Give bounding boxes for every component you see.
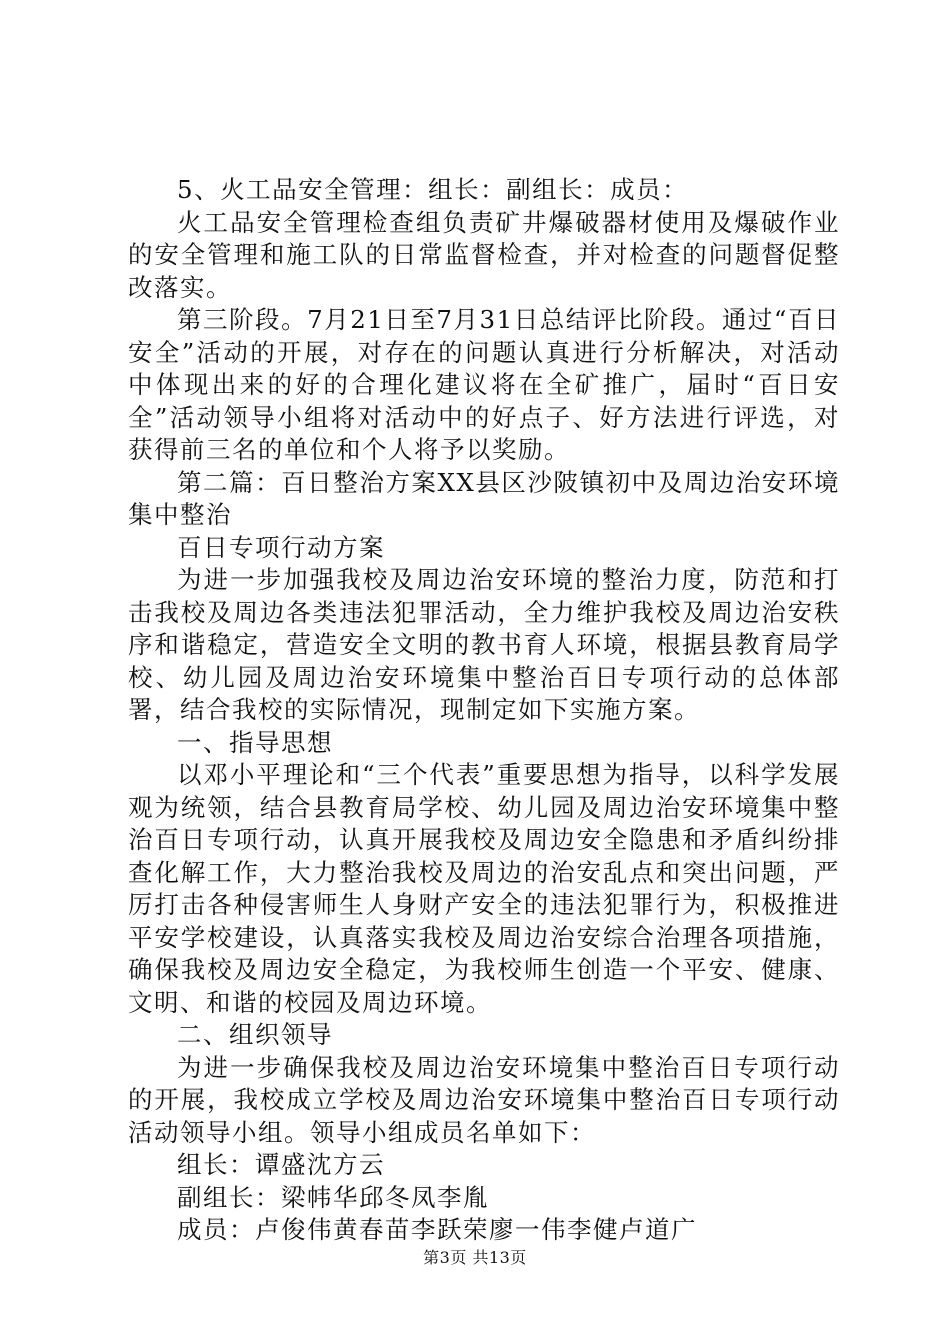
- paragraph-plan-title: 百日专项行动方案: [177, 532, 385, 562]
- section-heading-guiding-thought: 一、指导思想: [177, 727, 333, 757]
- paragraph-chapter-two-title: 第二篇：百日整治方案XX县区沙陂镇初中及周边治安环境集中整治: [128, 467, 840, 529]
- section-heading-organization: 二、组织领导: [177, 1020, 333, 1049]
- paragraph-members: 成员：卢俊伟黄春苗李跃荣廖一伟李健卢道广: [177, 1215, 697, 1244]
- paragraph-deputy-leaders: 副组长：梁帏华邱冬凤李胤: [177, 1182, 489, 1212]
- paragraph-fire-equipment-duty: 火工品安全管理检查组负责矿井爆破器材使用及爆破作业的安全管理和施工队的日常监督检查，并对检查的问题督促整改落实。: [128, 207, 840, 302]
- paragraph-organization: 为进一步确保我校及周边治安环境集中整治百日专项行动的开展，我校成立学校及周边治安环境集中整治百日专项行动活动领导小组。领导小组成员名单如下：: [128, 1052, 840, 1147]
- paragraph-plan-intro: 为进一步加强我校及周边治安环境的整治力度，防范和打击我校及周边各类违法犯罪活动，全力维护我校及周边治安秩序和谐稳定，营造安全文明的教书育人环境，根据县教育局学校、幼儿园及周边治安环境集中整治百日专项行动的总体部署，结合我校的实际情况，现制定如下实施方案。: [128, 565, 840, 724]
- paragraph-leader: 组长：谭盛沈方云: [177, 1150, 385, 1179]
- document-body: [128, 174, 840, 1247]
- paragraph-fire-equipment-heading: 5、火工品安全管理：组长：副组长：成员：: [177, 175, 689, 204]
- paragraph-guiding-thought: 以邓小平理论和“三个代表”重要思想为指导，以科学发展观为统领，结合县教育局学校、幼儿园及周边治安环境集中整治百日专项行动，认真开展我校及周边安全隐患和矛盾纠纷排查化解工作，大力整治我校及周边的治安乱点和突出问题，严厉打击各种侵害师生人身财产安全的违法犯罪行为，积极推进平安学校建设，认真落实我校及周边治安综合治理各项措施，确保我校及周边安全稳定，为我校师生创造一个平安、健康、文明、和谐的校园及周边环境。: [128, 760, 840, 1017]
- paragraph-phase-three: 第三阶段。7月21日至7月31日总结评比阶段。通过“百日安全”活动的开展，对存在的问题认真进行分析解决，对活动中体现出来的好的合理化建议将在全矿推广，届时“百日安全”活动领导小组将对活动中的好点子、好方法进行评选，对获得前三名的单位和个人将予以奖励。: [128, 305, 840, 464]
- page-footer: 第3页 共13页: [423, 1248, 527, 1267]
